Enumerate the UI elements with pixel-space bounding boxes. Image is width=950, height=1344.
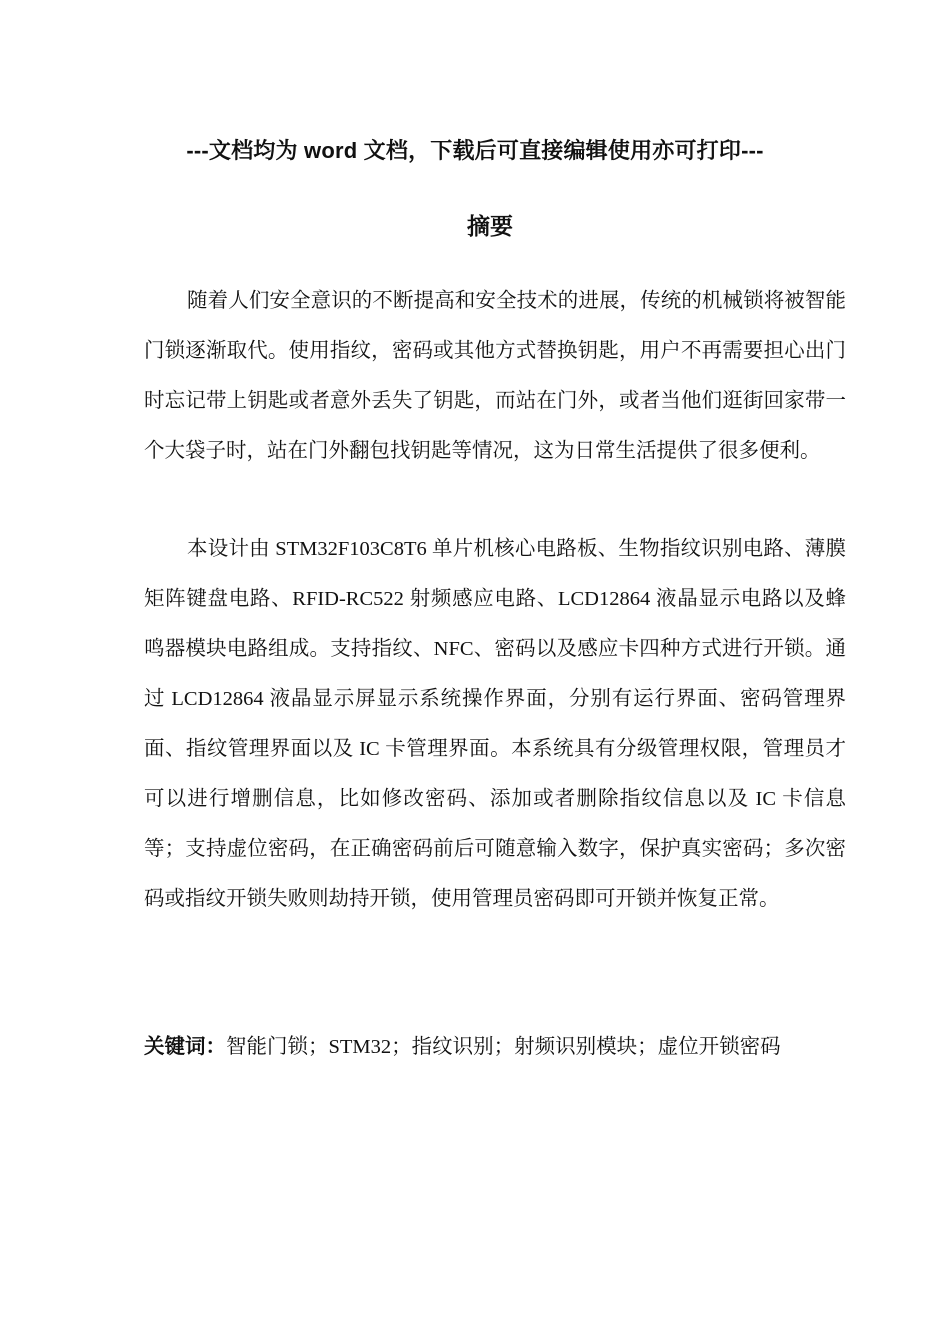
document-banner: ---文档均为 word 文档，下载后可直接编辑使用亦可打印--- — [186, 138, 764, 163]
keywords-line — [144, 1022, 846, 1072]
keywords-text: 智能门锁；STM32；指纹识别；射频识别模块；虚位开锁密码 — [226, 1036, 781, 1058]
abstract-title: 摘要 — [467, 213, 513, 239]
abstract-paragraph-1: 随着人们安全意识的不断提高和安全技术的进展，传统的机械锁将被智能门锁逐渐取代。使用指纹，密码或其他方式替换钥匙，用户不再需要担心出门时忘记带上钥匙或者意外丢失了钥匙，而站在门外，或者当他们逛街回家带一个大袋子时，站在门外翻包找钥匙等情况，这为日常生活提供了很多便利。 — [144, 290, 846, 462]
abstract-paragraph-2: 本设计由 STM32F103C8T6 单片机核心电路板、生物指纹识别电路、薄膜矩阵键盘电路、RFID-RC522 射频感应电路、LCD12864 液晶显示电路以及蜂鸣器模块电路组成。支持指纹、NFC、密码以及感应卡四种方式进行开锁。通过 LCD12864 液晶显示屏显示系统操作界面，分别有运行界面、密码管理界面、指纹管理界面以及 IC 卡管理界面。本系统具有分级管理权限，管理员才可以进行增删信息，比如修改密码、添加或者删除指纹信息以及 IC 卡信息等；支持虚位密码，在正确密码前后可随意输入数字，保护真实密码；多次密码或指纹开锁失败则劫持开锁，使用管理员密码即可开锁并恢复正常。 — [144, 538, 846, 910]
keywords-label: 关键词： — [144, 1035, 226, 1058]
